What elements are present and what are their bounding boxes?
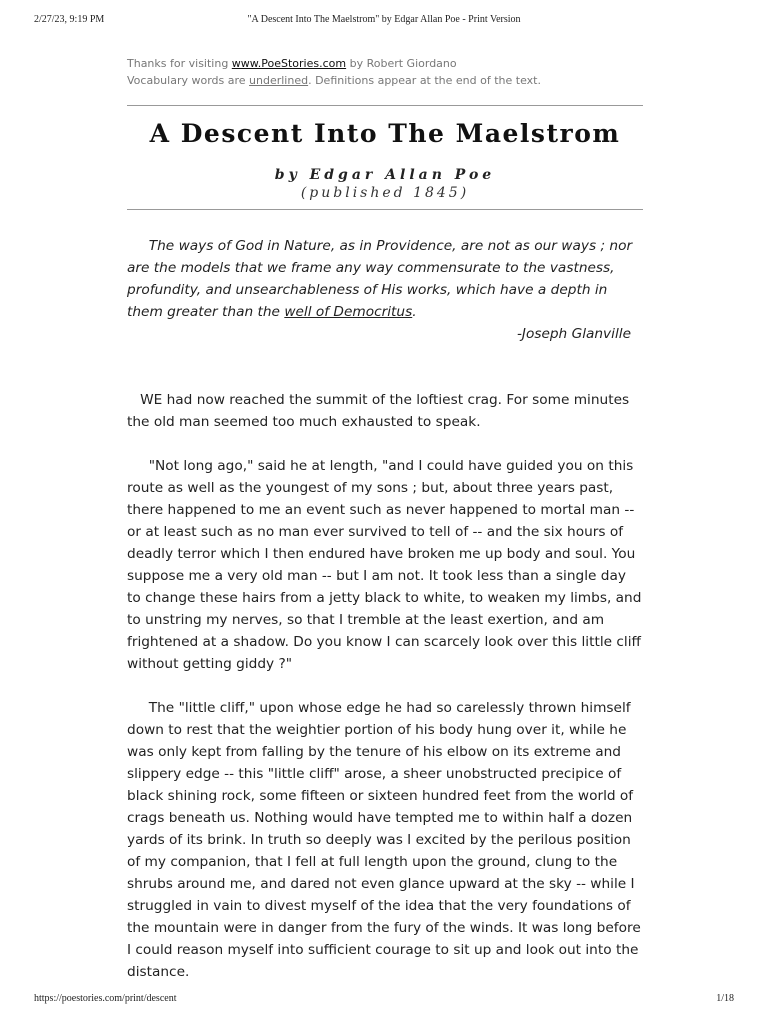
story-paragraph [127,455,643,675]
story-byline: by Edgar Allan Poe [274,167,496,183]
site-link[interactable]: www.PoeStories.com [231,57,347,70]
print-date: 2/27/23, 9:19 PM [34,14,105,25]
epigraph-attribution: -Joseph Glanville [516,326,631,342]
page-number: 1/18 [716,993,734,1004]
title-divider-top [127,105,643,106]
thanks-suffix: by Robert Giordano [346,57,457,70]
story-paragraph [127,697,643,983]
print-page-title: "A Descent Into The Maelstrom" by Edgar Allan Poe - Print Version [247,14,521,25]
site-notice [127,55,643,89]
title-divider-bottom [127,209,643,210]
print-url: https://poestories.com/print/descent [34,993,177,1004]
epigraph-end: . [412,304,417,320]
paragraph-text: "Not long ago," said he at length, "and I could have guided you on this route as well as the youngest of my sons ; but, about three years past, there happened to me an event such as never happened to mortal man -- or at least such as no man ever survived to tell of -- and the six hours of deadly terror which I then endured have broken me up body and soul. You suppose me a very old man -- but I am not. It took less than a single day to change these hairs from a jetty black to white, to weaken my limbs, and to unstring my nerves, so that I tremble at the least exertion, and am frightened at a shadow. Do you know I can scarcely look over this little cliff without getting giddy ?" [127,458,642,672]
thanks-prefix: Thanks for visiting [127,57,232,70]
vocab-prefix: Vocabulary words are [127,74,250,87]
story-paragraph [127,389,643,433]
vocab-underlined-sample: underlined [249,74,309,87]
paragraph-text: The "little cliff," upon whose edge he had so carelessly thrown himself down to rest that the weightier portion of his body hung over it, while he was only kept from falling by the tenure of his elbow on its extreme and slippery edge -- this "little cliff" arose, a sheer unobstructed precipice of black shining rock, some fifteen or sixteen hundred feet from the world of crags beneath us. Nothing would have tempted me to within half a dozen yards of its brink. In truth so deeply was I excited by the perilous position of my companion, that I fell at full length upon the ground, clung to the shrubs around me, and dared not even glance upward at the sky -- while I struggled in vain to divest myself of the idea that the very foundations of the mountain were in danger from the fury of the winds. It was long before I could reason myself into sufficient courage to sit up and look out into the distance. [127,700,641,980]
thanks-line [127,55,643,72]
vocab-line [127,72,643,89]
story-title: A Descent Into The Maelstrom [149,119,621,148]
vocab-suffix: . Definitions appear at the end of the text. [308,74,541,87]
epigraph-text: The ways of God in Nature, as in Providence, are not as our ways ; nor are the models that we frame any way commensurate to the vastness, profundity, and unsearchableness of His works, which have a depth in them greater than the [127,238,633,320]
epigraph [127,235,643,323]
paragraph-text: WE had now reached the summit of the loftiest crag. For some minutes the old man seemed too much exhausted to speak. [127,392,630,430]
story-content [127,55,643,983]
vocab-word-well-of-democritus[interactable]: well of Democritus [284,304,413,320]
published-year: (published 1845) [300,185,470,201]
